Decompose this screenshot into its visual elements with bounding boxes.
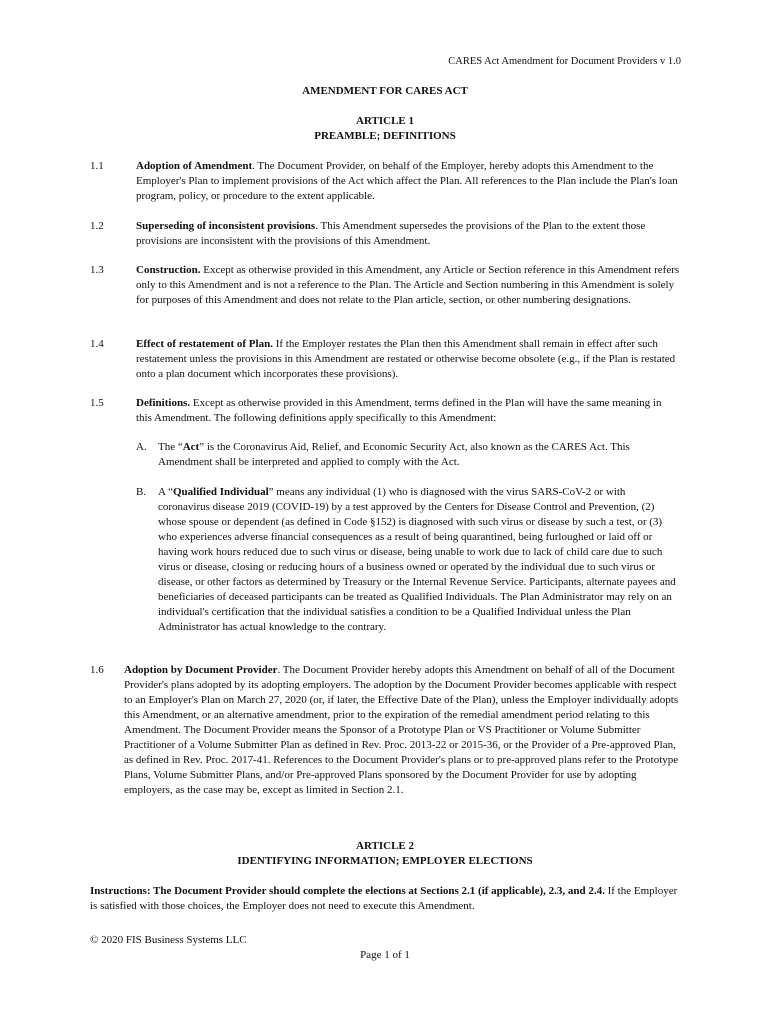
section-1-3 [90,263,680,308]
definition-a [136,440,680,470]
section-title: Adoption of Amendment [136,160,253,172]
definition-b [136,485,680,635]
instructions-text: If the Employer is satisfied with those choices, the Employer does not need to execute this Amendment. [90,885,678,912]
definition-text: ” means any individual (1) who is diagnosed with the virus SARS-CoV-2 or with coronavirus disease 2019 (COVID-19) by a test approved by the Centers for Disease Control and Prevention, (2) whose spouse or dependent (as defined in Code §152) is diagnosed with such virus or disease by such a test, or (3) who experiences adverse financial consequences as a result of being quarantined, being furloughed or laid off or having work hours reduced due to such virus or disease, being unable to work due to lack of child care due to such virus or disease, closing or reducing hours of a business owned or operated by the individual due to such virus or disease, or other factors as determined by Treasury or the Internal Revenue Service. Participants, alternate payees and beneficiaries of deceased participants can be treated as Qualified Individuals. The Plan Administrator may rely on an individual's certification that the individual satisfies a condition to be a Qualified Individual unless the Plan Administrator has actual knowledge to the contrary. [158,486,676,633]
section-text: . The Document Provider, on behalf of the Employer, hereby adopts this Amendment to the Employer's Plan to implement provisions of the Act which affect the Plan. All references to the Plan include the Plan's loan program, policy, or procedure to the extent applicable. [136,160,678,202]
section-number: 1.1 [90,160,104,172]
section-title: Superseding of inconsistent provisions [136,220,316,232]
section-title: Effect of restatement of Plan. [136,338,273,350]
section-text: If the Employer restates the Plan then this Amendment shall remain in effect after such restatement unless the provisions in this Amendment are restated or otherwise become obsolete (e.g., if the Plan is restated onto a plan document which incorporates these provisions). [136,338,676,380]
page-number: Page 1 of 1 [360,949,410,961]
section-number: 1.3 [90,264,104,276]
section-title: Definitions. [136,397,191,409]
article-2-heading: ARTICLE 2 [356,840,414,852]
section-1-4 [90,337,680,382]
section-text: . This Amendment supersedes the provisions of the Plan to the extent those provisions are inconsistent with the provisions of this Amendment. [136,220,646,247]
section-1-5 [90,396,680,426]
section-number: 1.2 [90,220,104,232]
section-number: 1.4 [90,338,104,350]
definition-prefix: A “ [158,486,173,498]
section-text: Except as otherwise provided in this Amendment, any Article or Section reference in this Amendment refers only to this Amendment and is not a reference to the Plan. The Article and Section numbering in this Amendment is solely for purposes of this Amendment and does not relate to the Plan article, section, or other numbering designations. [136,264,680,306]
copyright: © 2020 FIS Business Systems LLC [90,934,247,946]
section-1-6 [90,663,680,798]
article-2-subheading: IDENTIFYING INFORMATION; EMPLOYER ELECTIONS [237,855,533,867]
article-1-subheading: PREAMBLE; DEFINITIONS [314,130,456,142]
section-number: 1.6 [90,664,104,676]
section-1-2 [90,219,680,249]
section-text: . The Document Provider hereby adopts this Amendment on behalf of all of the Document Provider's plans adopted by its adopting employers. The adoption by the Document Provider becomes applicable with respect to an Employer's Plan on March 27, 2020 (or, if later, the Effective Date of the Plan), unless the Employer individually adopts this Amendment, or an alternative amendment, prior to the expiration of the remedial amendment period relating to this Amendment. The Document Provider means the Sponsor of a Prototype Plan or VS Practitioner or Volume Submitter Practitioner of a Volume Submitter Plan as defined in Rev. Proc. 2013-22 or 2015-36, or the Provider of a Pre-approved Plan, as defined in Rev. Proc. 2017-41. References to the Document Provider's plans or to pre-approved plans refer to the Prototype Plans, Volume Submitter Plans, and/or Pre-approved Plans sponsored by the Document Provider for use by adopting employers, as the case may be, except as limited in Section 2.1. [124,664,679,796]
definition-prefix: The “ [158,441,183,453]
definition-letter: A. [136,441,147,453]
article-1-heading: ARTICLE 1 [356,115,414,127]
section-title: Adoption by Document Provider [124,664,278,676]
definition-term: Qualified Individual [172,486,269,498]
instructions-bold: Instructions: The Document Provider should complete the elections at Sections 2.1 (if applicable), 2.3, and 2.4. [90,885,605,897]
document-title: AMENDMENT FOR CARES ACT [302,85,468,97]
section-1-1 [90,159,680,204]
section-text: Except as otherwise provided in this Amendment, terms defined in the Plan will have the same meaning in this Amendment. The following definitions apply specifically to this Amendment: [136,397,662,424]
definition-term: Act [182,441,200,453]
section-title: Construction. [136,264,201,276]
document-header: CARES Act Amendment for Document Providers v 1.0 [448,56,681,67]
definition-text: ” is the Coronavirus Aid, Relief, and Economic Security Act, also known as the CARES Act. This Amendment shall be interpreted and applied to comply with the Act. [158,441,630,468]
section-number: 1.5 [90,397,104,409]
instructions [90,884,680,914]
definition-letter: B. [136,486,147,498]
